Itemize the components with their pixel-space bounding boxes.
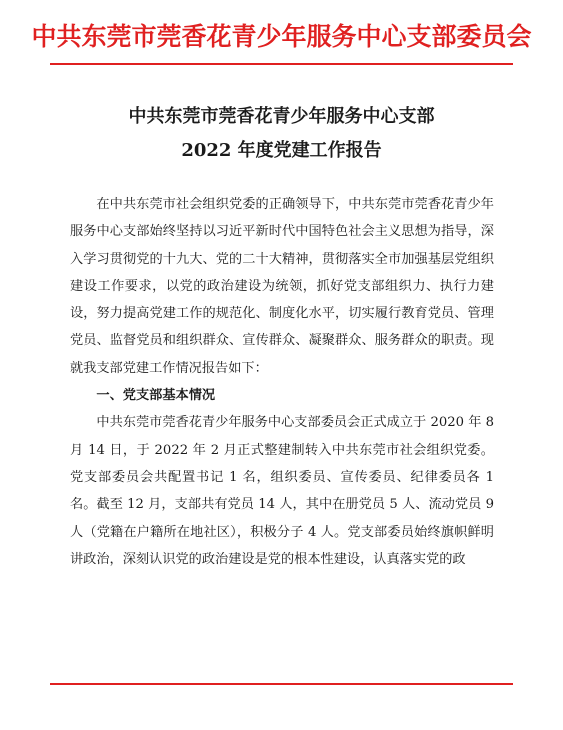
basic-info-paragraph: 中共东莞市莞香花青少年服务中心支部委员会正式成立于 2020 年 8 月 14 日，于 2022 年 2 月正式整建制转入中共东莞市社会组织党委。党支部委员会共配置书记 1 名，组织委员、宣传委员、纪律委员各 1 名。截至 12 月，支部共有党员 14 人，其中在册党员 5 人、流动党员 9 人（党籍在户籍所在地社区），积极分子 4 人。党支部委员始终旗帜鲜明讲政治，深刻认识党的政治建设是党的根本性建设，认真落实党的政 [70, 415, 494, 567]
document-masthead: 中共东莞市莞香花青少年服务中心支部委员会 [31, 22, 532, 51]
report-title-line-1: 中共东莞市莞香花青少年服务中心支部 [128, 106, 435, 127]
section-heading-basic-info: 一、党支部基本情况 [96, 388, 216, 404]
report-title-line-2: 2022 年度党建工作报告 [181, 140, 382, 161]
masthead-red-rule [50, 63, 513, 65]
intro-paragraph: 在中共东莞市社会组织党委的正确领导下，中共东莞市莞香花青少年服务中心支部始终坚持以习近平新时代中国特色社会主义思想为指导，深入学习贯彻党的十九大、党的二十大精神，贯彻落实全市加强基层党组织建设工作要求，以党的政治建设为统领，抓好党支部组织力、执行力建设，努力提高党建工作的规范化、制度化水平，切实履行教育党员、管理党员、监督党员和组织群众、宣传群众、凝聚群众、服务群众的职责。现就我支部党建工作情况报告如下： [70, 197, 494, 376]
footer-red-rule [50, 683, 513, 685]
report-body [70, 191, 494, 573]
